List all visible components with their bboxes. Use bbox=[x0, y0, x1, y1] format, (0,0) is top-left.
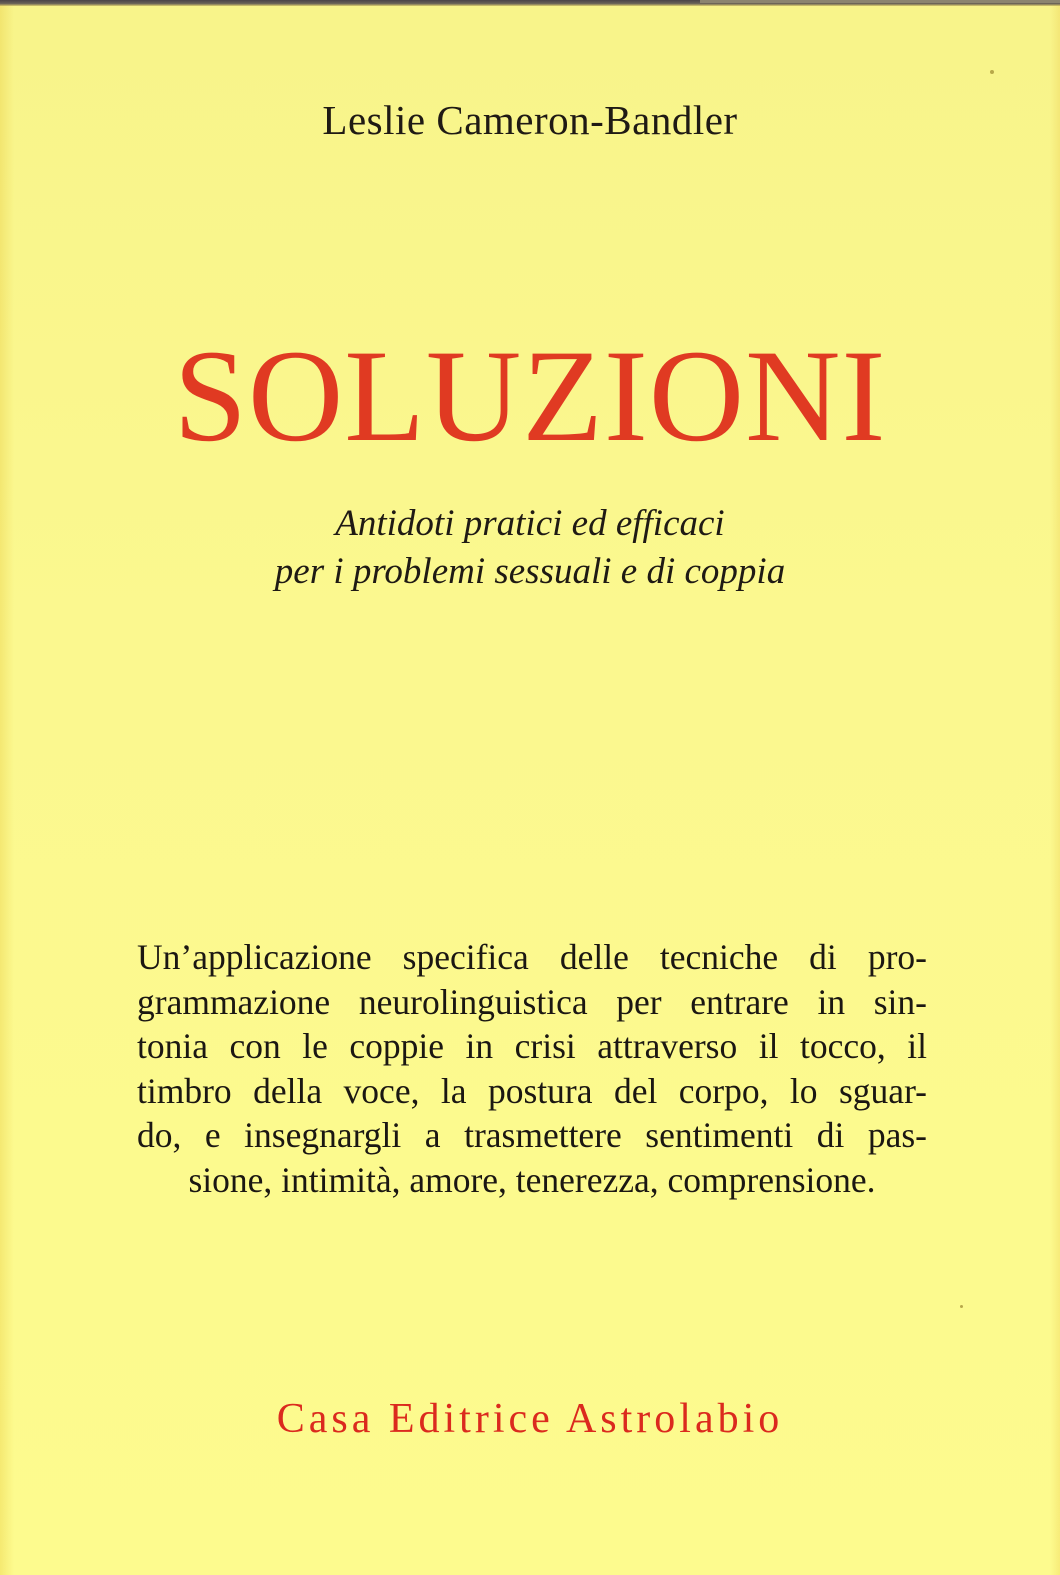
subtitle-line: per i problemi sessuali e di coppia bbox=[274, 551, 786, 592]
cover-blurb bbox=[137, 935, 927, 1202]
author-name: Leslie Cameron-Bandler bbox=[322, 97, 738, 143]
blurb-line: do, e insegnargli a trasmettere sentimenti di pas- bbox=[137, 1115, 927, 1155]
blurb-line: timbro della voce, la postura del corpo, lo sguar- bbox=[137, 1070, 927, 1111]
blurb-line: sione, intimità, amore, tenerezza, comprensione. bbox=[188, 1159, 876, 1200]
book-title: SOLUZIONI bbox=[173, 322, 887, 469]
cover-top-edge-shadow bbox=[700, 0, 1060, 3]
blurb-line: tonia con le coppie in crisi attraverso il tocco, il bbox=[137, 1026, 927, 1066]
blurb-line: grammazione neurolinguistica per entrare in sin- bbox=[137, 981, 927, 1022]
subtitle-line: Antidoti pratici ed efficaci bbox=[335, 503, 725, 544]
blurb-line: Un’applicazione specifica delle tecniche di pro- bbox=[137, 937, 927, 977]
paper-speck bbox=[990, 70, 994, 74]
publisher-name: Casa Editrice Astrolabio bbox=[276, 1396, 784, 1442]
book-subtitle bbox=[0, 500, 1060, 596]
paper-speck bbox=[960, 1305, 963, 1308]
